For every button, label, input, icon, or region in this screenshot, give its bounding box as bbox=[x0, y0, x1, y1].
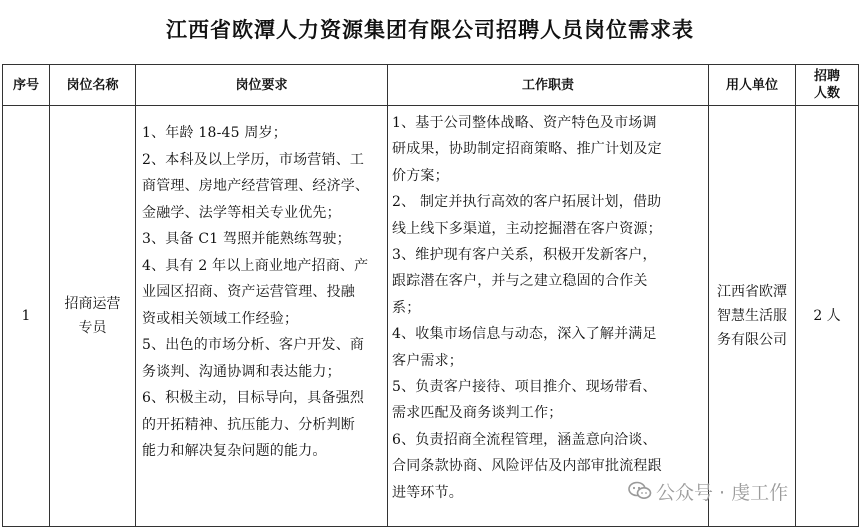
header-duties: 工作职责 bbox=[388, 65, 709, 106]
cell-seq: 1 bbox=[3, 106, 50, 527]
position-line2: 专员 bbox=[78, 320, 107, 336]
duty-line: 4、收集市场信息与动态，深入了解并满足 bbox=[392, 326, 657, 343]
cell-employer bbox=[709, 106, 796, 527]
duty-line: 2、 制定并执行高效的客户拓展计划，借助 bbox=[392, 194, 662, 211]
header-count-line1: 招聘 bbox=[813, 69, 840, 84]
duty-line: 3、维护现有客户关系，积极开发新客户， bbox=[392, 247, 657, 264]
requirement-line: 2、本科及以上学历，市场营销、工 bbox=[142, 151, 365, 168]
duty-line: 价方案； bbox=[392, 167, 449, 184]
duty-line: 跟踪潜在客户，并与之建立稳固的合作关 bbox=[392, 273, 648, 290]
header-employer: 用人单位 bbox=[709, 65, 796, 106]
duty-line: 5、负责客户接待、项目推介、现场带看、 bbox=[392, 379, 657, 396]
header-count bbox=[796, 65, 859, 106]
duty-line: 研成果，协助制定招商策略、推广计划及定 bbox=[392, 141, 662, 158]
cell-position bbox=[50, 106, 136, 527]
requirement-line: 资或相关领域工作经验； bbox=[142, 310, 299, 327]
page-title: 江西省欧潭人力资源集团有限公司招聘人员岗位需求表 bbox=[166, 18, 694, 42]
requirement-line: 3、具备 C1 驾照并能熟练驾驶； bbox=[142, 231, 351, 247]
employer-line3: 务有限公司 bbox=[717, 332, 787, 348]
requirement-line: 的开拓精神、抗压能力、分析判断 bbox=[142, 416, 355, 433]
wechat-icon bbox=[628, 481, 652, 506]
position-line1: 招商运营 bbox=[64, 296, 121, 312]
job-table bbox=[2, 64, 859, 527]
duty-line: 系； bbox=[392, 299, 421, 316]
header-count-line2: 人数 bbox=[813, 86, 840, 101]
header-seq: 序号 bbox=[3, 65, 50, 106]
cell-duties bbox=[388, 106, 709, 527]
requirement-line: 商管理、房地产经营管理、经济学、 bbox=[142, 178, 370, 194]
duty-line: 进等环节。 bbox=[392, 484, 463, 501]
requirement-line: 5、出色的市场分析、客户开发、商 bbox=[142, 337, 365, 353]
watermark-text: 公众号 · 虔工作 bbox=[656, 482, 789, 504]
duty-line: 客户需求； bbox=[392, 352, 463, 369]
requirement-line: 能力和解决复杂问题的能力。 bbox=[142, 443, 327, 459]
requirement-line: 务谈判、沟通协调和表达能力； bbox=[142, 363, 341, 380]
duty-line: 6、负责招商全流程管理，涵盖意向洽谈、 bbox=[392, 431, 657, 448]
duty-line: 合同条款协商、风险评估及内部审批流程跟 bbox=[392, 458, 662, 475]
watermark bbox=[628, 478, 788, 506]
requirement-line: 4、具有 2 年以上商业地产招商、产 bbox=[142, 257, 369, 274]
requirement-line: 金融学、法学等相关专业优先； bbox=[142, 204, 341, 221]
employer-line1: 江西省欧潭 bbox=[717, 284, 787, 300]
requirement-line: 6、积极主动，目标导向，具备强烈 bbox=[142, 390, 365, 406]
cell-requirements bbox=[136, 106, 388, 527]
requirement-line: 1、年龄 18-45 周岁； bbox=[142, 125, 287, 141]
requirement-line: 业园区招商、资产运营管理、投融 bbox=[142, 284, 355, 300]
cell-count: 2 人 bbox=[796, 106, 859, 527]
duty-line: 需求匹配及商务谈判工作； bbox=[392, 405, 563, 422]
table-row bbox=[3, 106, 859, 527]
header-position: 岗位名称 bbox=[50, 65, 136, 106]
duty-line: 线上线下多渠道，主动挖掘潜在客户资源； bbox=[392, 220, 662, 237]
header-requirements: 岗位要求 bbox=[136, 65, 388, 106]
employer-line2: 智慧生活服 bbox=[717, 308, 787, 324]
duty-line: 1、基于公司整体战略、资产特色及市场调 bbox=[392, 115, 657, 131]
table-header-row bbox=[3, 65, 859, 106]
